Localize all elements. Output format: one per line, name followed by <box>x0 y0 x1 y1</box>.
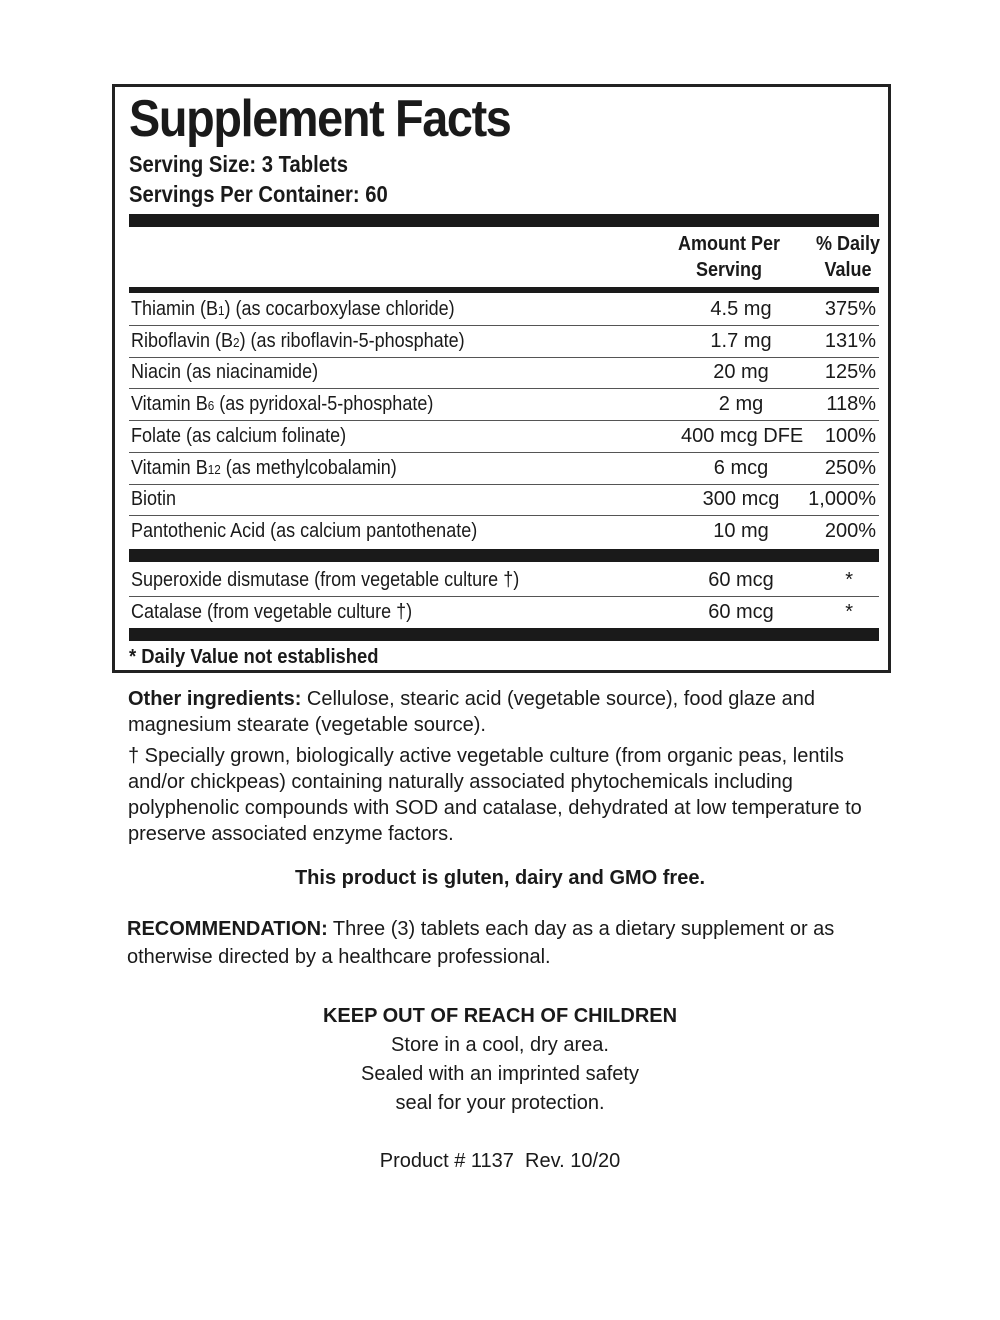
supplement-facts-panel <box>112 84 891 673</box>
nutrient-name: Thiamin (B1) (as cocarboxylase chloride) <box>131 298 455 320</box>
daily-value-header: % Daily Value <box>815 233 881 281</box>
table-row <box>129 516 879 547</box>
table-row <box>129 597 879 628</box>
table-row <box>129 389 879 421</box>
storage-line: Store in a cool, dry area. <box>391 1034 609 1056</box>
table-row <box>129 453 879 485</box>
daily-value-footnote: * Daily Value not established <box>129 646 379 668</box>
nutrient-amount: 20 mg <box>713 361 769 384</box>
table-row <box>129 421 879 453</box>
ingredient-daily-value: * <box>845 600 853 623</box>
nutrient-name: Riboflavin (B2) (as riboflavin-5-phosphate) <box>131 329 465 352</box>
free-statement: This product is gluten, dairy and GMO free. <box>294 867 706 889</box>
dagger-note: † Specially grown, biologically active vegetable culture (from organic peas, lentils and/or chickpeas) containing naturally associated phytochemicals including polyphenolic compounds with SOD and catalase, dehydrated at low temperature to preserve associated enzyme factors. <box>128 745 862 845</box>
nutrient-amount: 300 mcg <box>702 488 780 511</box>
nutrient-name: Folate (as calcium folinate) <box>131 424 347 447</box>
nutrient-amount: 4.5 mg <box>710 298 772 320</box>
other-ingredients-text: Cellulose, stearic acid (vegetable source), food glaze and magnesium stearate (vegetable source). <box>128 688 815 736</box>
nutrient-name: Vitamin B12 (as methylcobalamin) <box>131 456 397 479</box>
ingredient-name: Superoxide dismutase (from vegetable culture †) <box>131 569 520 591</box>
other-ingredients <box>128 686 888 738</box>
ingredient-name: Catalase (from vegetable culture †) <box>131 600 413 623</box>
nutrient-daily-value: 125% <box>824 361 876 384</box>
nutrient-amount: 2 mg <box>718 393 764 416</box>
table-row <box>129 357 879 389</box>
thick-divider <box>129 549 879 562</box>
nutrient-name: Vitamin B6 (as pyridoxal-5-phosphate) <box>131 393 434 416</box>
nutrient-daily-value: 131% <box>824 329 876 352</box>
nutrient-daily-value: 375% <box>824 298 876 320</box>
nutrient-amount: 400 mcg DFE <box>681 424 804 447</box>
seal-line-1: Sealed with an imprinted safety <box>361 1063 639 1085</box>
nutrient-daily-value: 100% <box>824 424 876 447</box>
recommendation-label: RECOMMENDATION: <box>127 918 328 940</box>
nutrient-daily-value: 1,000% <box>808 488 876 511</box>
medium-divider <box>129 287 879 293</box>
other-ingredients-label: Other ingredients: <box>128 688 302 710</box>
nutrient-name: Pantothenic Acid (as calcium pantothenate) <box>131 519 478 542</box>
nutrient-daily-value: 200% <box>824 519 876 542</box>
table-row <box>129 565 879 597</box>
ingredient-amount: 60 mcg <box>708 569 774 591</box>
servings-per-container: Servings Per Container: 60 <box>129 181 388 207</box>
product-number: Product # 1137 Rev. 10/20 <box>379 1150 621 1172</box>
ingredient-amount: 60 mcg <box>708 600 774 623</box>
ingredient-daily-value: * <box>845 569 853 591</box>
nutrient-name: Niacin (as niacinamide) <box>131 361 319 384</box>
nutrient-amount: 6 mcg <box>713 456 769 479</box>
thick-divider <box>129 214 879 227</box>
recommendation <box>127 915 857 971</box>
table-row <box>129 484 879 516</box>
nutrient-daily-value: 250% <box>824 456 876 479</box>
table-row <box>129 326 879 358</box>
nutrient-name: Biotin <box>131 488 177 511</box>
nutrient-daily-value: 118% <box>826 393 876 416</box>
amount-per-serving-header: Amount Per Serving <box>677 233 781 281</box>
serving-size: Serving Size: 3 Tablets <box>129 151 348 177</box>
recommendation-text: Three (3) tablets each day as a dietary supplement or as otherwise directed by a healthcare professional. <box>127 918 835 968</box>
table-row <box>129 294 879 326</box>
thick-divider <box>129 628 879 641</box>
warning-heading: KEEP OUT OF REACH OF CHILDREN <box>322 1005 678 1027</box>
nutrient-amount: 10 mg <box>713 519 769 542</box>
seal-line-2: seal for your protection. <box>395 1092 605 1114</box>
panel-title: Supplement Facts <box>129 90 511 148</box>
nutrient-amount: 1.7 mg <box>710 329 772 352</box>
